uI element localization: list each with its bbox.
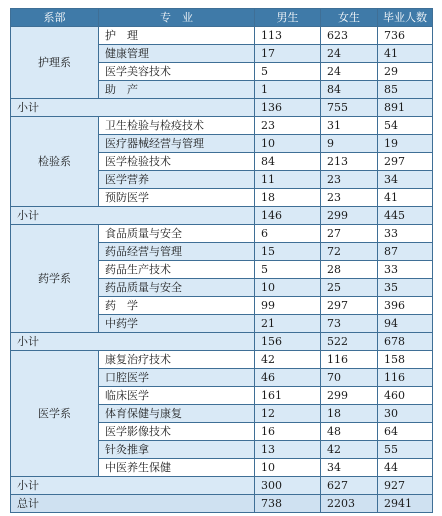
- header-female: 女生: [321, 9, 378, 27]
- header-department: 系部: [11, 9, 99, 27]
- subtotal-graduates: 927: [378, 477, 433, 495]
- male-count: 10: [255, 459, 321, 477]
- male-count: 42: [255, 351, 321, 369]
- major-name: 临床医学: [99, 387, 255, 405]
- grand-total-female: 2203: [321, 495, 378, 513]
- female-count: 73: [321, 315, 378, 333]
- subtotal-female: 627: [321, 477, 378, 495]
- female-count: 9: [321, 135, 378, 153]
- major-name: 医学影像技术: [99, 423, 255, 441]
- male-count: 11: [255, 171, 321, 189]
- graduate-count: 34: [378, 171, 433, 189]
- table-row: [11, 27, 433, 45]
- subtotal-graduates: 678: [378, 333, 433, 351]
- graduate-count: 54: [378, 117, 433, 135]
- male-count: 12: [255, 405, 321, 423]
- header-row: [11, 9, 433, 27]
- graduate-count: 30: [378, 405, 433, 423]
- female-count: 297: [321, 297, 378, 315]
- female-count: 116: [321, 351, 378, 369]
- male-count: 5: [255, 261, 321, 279]
- male-count: 18: [255, 189, 321, 207]
- major-name: 健康管理: [99, 45, 255, 63]
- major-name: 药品生产技术: [99, 261, 255, 279]
- male-count: 46: [255, 369, 321, 387]
- major-name: 护 理: [99, 27, 255, 45]
- male-count: 16: [255, 423, 321, 441]
- graduate-count: 396: [378, 297, 433, 315]
- graduates-table-container: [10, 8, 432, 513]
- major-name: 体育保健与康复: [99, 405, 255, 423]
- table-body: [11, 27, 433, 513]
- female-count: 84: [321, 81, 378, 99]
- major-name: 食品质量与安全: [99, 225, 255, 243]
- male-count: 10: [255, 279, 321, 297]
- graduate-count: 87: [378, 243, 433, 261]
- table-row: [11, 351, 433, 369]
- female-count: 42: [321, 441, 378, 459]
- major-name: 助 产: [99, 81, 255, 99]
- graduate-count: 64: [378, 423, 433, 441]
- graduate-count: 460: [378, 387, 433, 405]
- subtotal-label: 小计: [11, 207, 255, 225]
- major-name: 中药学: [99, 315, 255, 333]
- subtotal-row: [11, 207, 433, 225]
- major-name: 医学美容技术: [99, 63, 255, 81]
- subtotal-male: 136: [255, 99, 321, 117]
- major-name: 卫生检验与检疫技术: [99, 117, 255, 135]
- male-count: 17: [255, 45, 321, 63]
- graduate-count: 33: [378, 261, 433, 279]
- grand-total-graduates: 2941: [378, 495, 433, 513]
- major-name: 针灸推拿: [99, 441, 255, 459]
- subtotal-row: [11, 477, 433, 495]
- graduate-count: 41: [378, 189, 433, 207]
- header-graduates: 毕业人数: [378, 9, 433, 27]
- male-count: 13: [255, 441, 321, 459]
- female-count: 72: [321, 243, 378, 261]
- subtotal-graduates: 891: [378, 99, 433, 117]
- subtotal-male: 156: [255, 333, 321, 351]
- graduate-count: 44: [378, 459, 433, 477]
- male-count: 84: [255, 153, 321, 171]
- graduate-count: 19: [378, 135, 433, 153]
- graduate-count: 94: [378, 315, 433, 333]
- major-name: 康复治疗技术: [99, 351, 255, 369]
- department-name: 药学系: [11, 225, 99, 333]
- female-count: 34: [321, 459, 378, 477]
- female-count: 31: [321, 117, 378, 135]
- subtotal-male: 146: [255, 207, 321, 225]
- female-count: 299: [321, 387, 378, 405]
- grand-total-row: [11, 495, 433, 513]
- department-name: 检验系: [11, 117, 99, 207]
- male-count: 21: [255, 315, 321, 333]
- male-count: 23: [255, 117, 321, 135]
- female-count: 48: [321, 423, 378, 441]
- grand-total-label: 总计: [11, 495, 255, 513]
- female-count: 70: [321, 369, 378, 387]
- subtotal-female: 755: [321, 99, 378, 117]
- major-name: 药 学: [99, 297, 255, 315]
- male-count: 10: [255, 135, 321, 153]
- subtotal-row: [11, 333, 433, 351]
- graduate-count: 55: [378, 441, 433, 459]
- female-count: 28: [321, 261, 378, 279]
- department-name: 护理系: [11, 27, 99, 99]
- major-name: 药品质量与安全: [99, 279, 255, 297]
- graduate-count: 85: [378, 81, 433, 99]
- female-count: 24: [321, 63, 378, 81]
- major-name: 医学检验技术: [99, 153, 255, 171]
- subtotal-label: 小计: [11, 99, 255, 117]
- male-count: 161: [255, 387, 321, 405]
- female-count: 24: [321, 45, 378, 63]
- subtotal-label: 小计: [11, 333, 255, 351]
- graduate-count: 29: [378, 63, 433, 81]
- female-count: 23: [321, 189, 378, 207]
- table-row: [11, 117, 433, 135]
- female-count: 18: [321, 405, 378, 423]
- header-major: 专 业: [99, 9, 255, 27]
- graduate-count: 35: [378, 279, 433, 297]
- major-name: 中医养生保健: [99, 459, 255, 477]
- female-count: 213: [321, 153, 378, 171]
- major-name: 医疗器械经营与管理: [99, 135, 255, 153]
- female-count: 25: [321, 279, 378, 297]
- male-count: 5: [255, 63, 321, 81]
- male-count: 1: [255, 81, 321, 99]
- graduate-count: 297: [378, 153, 433, 171]
- graduate-count: 158: [378, 351, 433, 369]
- subtotal-label: 小计: [11, 477, 255, 495]
- major-name: 药品经营与管理: [99, 243, 255, 261]
- subtotal-graduates: 445: [378, 207, 433, 225]
- subtotal-row: [11, 99, 433, 117]
- graduate-count: 116: [378, 369, 433, 387]
- header-male: 男生: [255, 9, 321, 27]
- graduates-table: [10, 8, 433, 513]
- female-count: 23: [321, 171, 378, 189]
- male-count: 15: [255, 243, 321, 261]
- department-name: 医学系: [11, 351, 99, 477]
- grand-total-male: 738: [255, 495, 321, 513]
- female-count: 27: [321, 225, 378, 243]
- male-count: 113: [255, 27, 321, 45]
- subtotal-female: 522: [321, 333, 378, 351]
- major-name: 预防医学: [99, 189, 255, 207]
- graduate-count: 41: [378, 45, 433, 63]
- subtotal-male: 300: [255, 477, 321, 495]
- table-row: [11, 225, 433, 243]
- major-name: 医学营养: [99, 171, 255, 189]
- male-count: 6: [255, 225, 321, 243]
- subtotal-female: 299: [321, 207, 378, 225]
- graduate-count: 736: [378, 27, 433, 45]
- major-name: 口腔医学: [99, 369, 255, 387]
- female-count: 623: [321, 27, 378, 45]
- male-count: 99: [255, 297, 321, 315]
- graduate-count: 33: [378, 225, 433, 243]
